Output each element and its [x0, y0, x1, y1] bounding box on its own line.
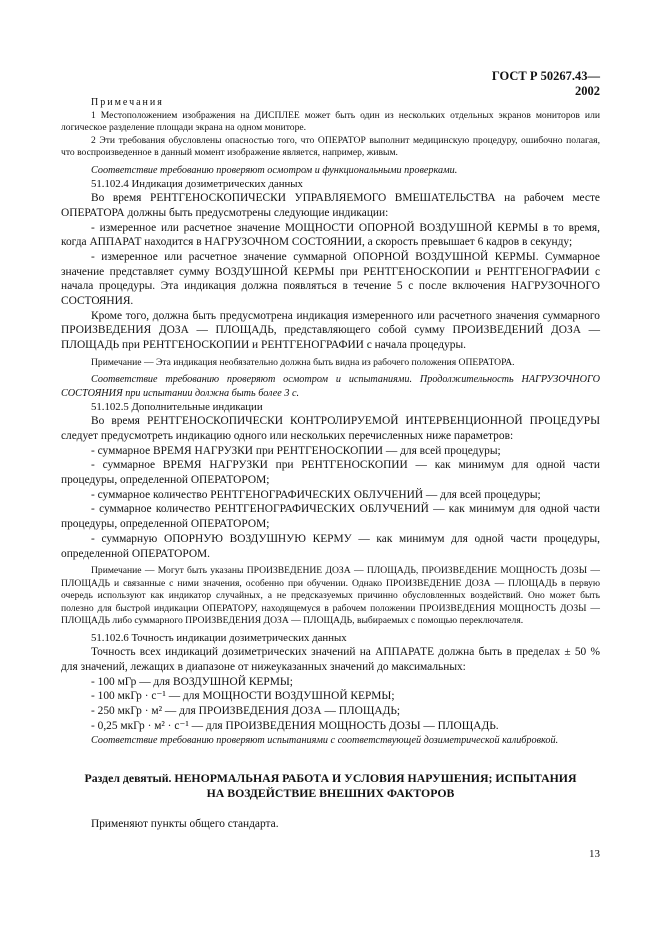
list-item: - 100 мГр — для ВОЗДУШНОЙ КЕРМЫ;	[91, 675, 293, 688]
list-item: - 250 мкГр · м² — для ПРОИЗВЕДЕНИЯ ДОЗА — ПЛОЩАДЬ;	[91, 705, 401, 718]
clause-intro: Во время РЕНТГЕНОСКОПИЧЕСКИ КОНТРОЛИРУЕМОЙ ИНТЕРВЕНЦИОННОЙ ПРОЦЕДУРЫ следует предусмотреть индикацию одного или нескольких перечисленных ниже параметров:	[61, 415, 600, 442]
compliance-text: Соответствие требованию проверяют осмотром и испытаниями. Продолжительность НАГРУЗОЧНОГО СОСТОЯНИЯ при испытании должна быть более 3 с.	[61, 374, 600, 399]
page-content	[61, 96, 600, 832]
list-item: - суммарное количество РЕНТГЕНОГРАФИЧЕСКИХ ОБЛУЧЕНИЙ — как минимум для одной части процедуры, определенной ОПЕРАТОРОМ;	[61, 503, 600, 531]
page-number: 13	[589, 848, 600, 860]
section-title-line: Раздел девятый. НЕНОРМАЛЬНАЯ РАБОТА И УСЛОВИЯ НАРУШЕНИЯ; ИСПЫТАНИЯ	[84, 771, 577, 786]
compliance-text: Соответствие требованию проверяют осмотром и функциональными проверками.	[91, 164, 458, 176]
list-item: - измеренное или расчетное значение суммарной ОПОРНОЙ ВОЗДУШНОЙ КЕРМЫ. Суммарное значение представляет сумму ВОЗДУШНОЙ КЕРМЫ при РЕНТГЕНОСКОПИИ и РЕНТГЕНОГРАФИИ с начала процедуры. Эта индикация должна появляться в течение 5 с после включения НАГРУЗОЧНОГО СОСТОЯНИЯ.	[61, 250, 600, 308]
list-item: - суммарное ВРЕМЯ НАГРУЗКИ при РЕНТГЕНОСКОПИИ — для всей процедуры;	[91, 444, 501, 457]
note-text: Примечание — Эта индикация необязательно должна быть видна из рабочего положения ОПЕРАТОРА.	[91, 356, 515, 368]
section-title-line: НА ВОЗДЕЙСТВИЕ ВНЕШНИХ ФАКТОРОВ	[206, 786, 455, 801]
note-item: 2 Эти требования обусловлены опасностью того, что ОПЕРАТОР выполнит медицинскую процедуру, ошибочно полагая, что воспроизведенное в данный момент изображение является, например, живым.	[61, 134, 600, 159]
clause-intro: Во время РЕНТГЕНОСКОПИЧЕСКИ УПРАВЛЯЕМОГО ВМЕШАТЕЛЬСТВА на рабочем месте ОПЕРАТОРА должны быть предусмотрены следующие индикации:	[61, 192, 600, 219]
clause-title: 51.102.5 Дополнительные индикации	[91, 401, 263, 414]
note-text: Примечание — Могут быть указаны ПРОИЗВЕДЕНИЕ ДОЗА — ПЛОЩАДЬ, ПРОИЗВЕДЕНИЕ МОЩНОСТЬ ДОЗЫ — ПЛОЩАДЬ и связанные с ними значения, особенно при обучении. Однако ПРОИЗВЕДЕНИЕ ДОЗА — ПЛОЩАДЬ в первую очередь используют как индикатор случайных, а не предсказуемых причинно обусловленных воздействий. Оно может быть полезно для быстрой индикации ОПЕРАТОРУ, находящемуся в рабочем положении ПРОИЗВЕДЕНИЯ МОЩНОСТЬ ДОЗЫ — ПЛОЩАДЬ либо суммарного ПРОИЗВЕДЕНИЯ ДОЗА — ПЛОЩАДЬ, выбираемых с помощью переключателя.	[61, 565, 600, 626]
list-item: - суммарное количество РЕНТГЕНОГРАФИЧЕСКИХ ОБЛУЧЕНИЙ — для всей процедуры;	[91, 488, 541, 501]
list-item: - суммарную ОПОРНУЮ ВОЗДУШНУЮ КЕРМУ — как минимум для одной части процедуры, определенной ОПЕРАТОРОМ.	[61, 532, 600, 560]
clause-intro: Точность всех индикаций дозиметрических значений на АППАРАТЕ должна быть в пределах ± 50 % для значений, лежащих в диапазоне от нижеуказанных значений до максимальных:	[61, 646, 600, 674]
clause-title: 51.102.4 Индикация дозиметрических данных	[91, 178, 303, 191]
list-item: - 0,25 мкГр · м² · с⁻¹ — для ПРОИЗВЕДЕНИЯ МОЩНОСТЬ ДОЗЫ — ПЛОЩАДЬ.	[91, 719, 499, 732]
list-item: - 100 мкГр · с⁻¹ — для МОЩНОСТИ ВОЗДУШНОЙ КЕРМЫ;	[91, 690, 395, 703]
section-text: Применяют пункты общего стандарта.	[91, 818, 279, 831]
clause-title: 51.102.6 Точность индикации дозиметрических данных	[91, 632, 347, 645]
clause-extra: Кроме того, должна быть предусмотрена индикация измеренного или расчетного значения суммарного ПРОИЗВЕДЕНИЯ ДОЗА — ПЛОЩАДЬ, представляющего собой сумму ПРОИЗВЕДЕНИЙ ДОЗА — ПЛОЩАДЬ при РЕНТГЕНОСКОПИИ и РЕНТГЕНОГРАФИИ с начала процедуры.	[61, 309, 600, 352]
list-item: - суммарное ВРЕМЯ НАГРУЗКИ при РЕНТГЕНОСКОПИИ — как минимум для одной части процедуры, определенной ОПЕРАТОРОМ;	[61, 459, 600, 487]
notes-title: Примечания	[91, 97, 164, 108]
standard-header: ГОСТ Р 50267.43—2002	[491, 69, 600, 98]
list-item: - измеренное или расчетное значение МОЩНОСТИ ОПОРНОЙ ВОЗДУШНОЙ КЕРМЫ в то время, когда АППАРАТ находится в НАГРУЗОЧНОМ СОСТОЯНИИ, а скорость превышает 6 кадров в секунду;	[61, 221, 600, 249]
compliance-text: Соответствие требованию проверяют испытаниями с соответствующей дозиметрической калибровкой.	[91, 734, 559, 746]
note-item: 1 Местоположением изображения на ДИСПЛЕЕ может быть один из нескольких отдельных экранов мониторов или логическое разделение площади экрана на одном мониторе.	[61, 110, 600, 134]
